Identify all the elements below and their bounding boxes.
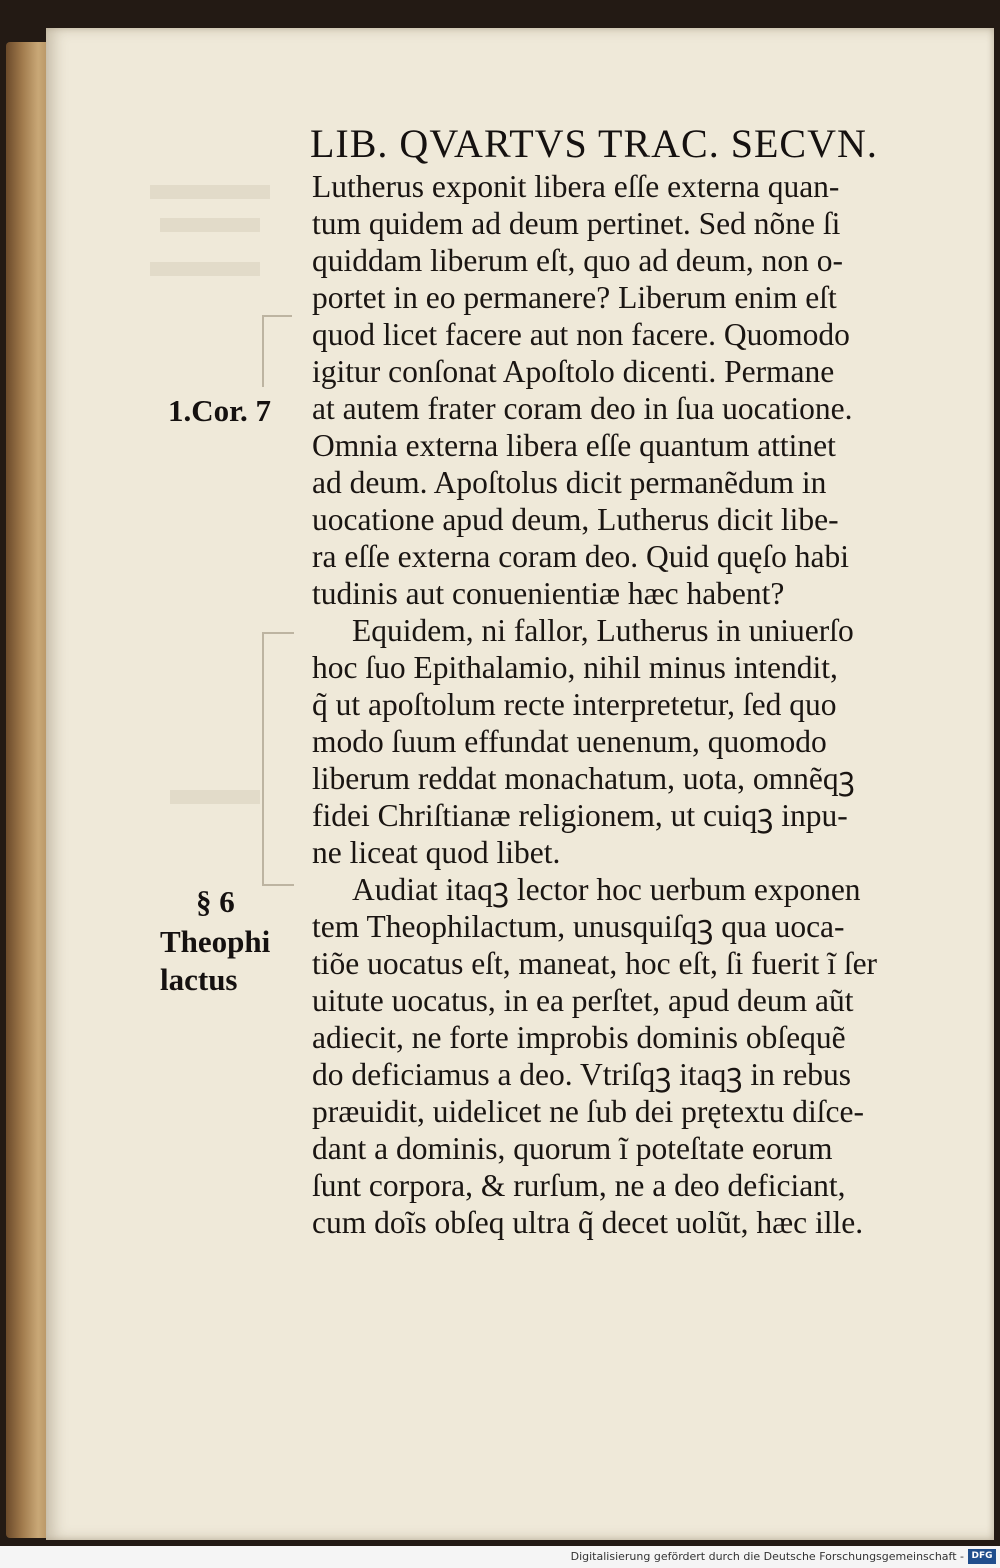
margin-note-section: § 6 [196,884,235,919]
text-line: ad deum. Apoſtolus dicit permanẽdum in [312,465,827,500]
text-line: q̃ ut apoſtolum recte interpretetur, ſed quo [312,687,837,722]
text-line: modo ſuum effundat uenenum, quomodo [312,724,827,759]
margin-note-name-line2: lactus [160,962,238,997]
body-text [312,168,952,1241]
text-line: igitur conſonat Apoſtolo dicenti. Permane [312,354,835,389]
dfg-logo: DFG [968,1549,996,1564]
text-line: adiecit, ne forte improbis dominis obſequẽ [312,1020,846,1055]
margin-bracket [262,315,292,387]
text-line: præuidit, uidelicet ne ſub dei prętextu diſce- [312,1094,864,1129]
text-line: uitute uocatus, in ea perſtet, apud deum aũt [312,983,854,1018]
text-line: tiõe uocatus eſt, maneat, hoc eſt, ſi fuerit ĩ ſer [312,946,878,981]
text-line: tudinis aut conuenientiæ hæc habent? [312,576,785,611]
text-line: liberum reddat monachatum, uota, omnẽqꝫ [312,761,855,796]
text-line: tum quidem ad deum pertinet. Sed nõne ſi [312,206,841,241]
text-line: cum doĩs obſeq ultra q̃ decet uolũt, hæc ille. [312,1205,864,1240]
text-line: ra eſſe externa coram deo. Quid quęſo habi [312,539,850,574]
text-line: Equidem, ni fallor, Lutherus in uniuerſo [352,613,854,648]
footer-credit: Digitalisierung gefördert durch die Deutsche Forschungsgemeinschaft - [570,1550,964,1563]
text-line: ne liceat quod libet. [312,835,561,870]
text-line: dant a dominis, quorum ĩ poteſtate eorum [312,1131,833,1166]
text-line: do deficiamus a deo. Vtriſqꝫ itaqꝫ in rebus [312,1057,851,1092]
text-line: hoc ſuo Epithalamio, nihil minus intendit, [312,650,838,685]
text-line: Omnia externa libera eſſe quantum attinet [312,428,836,463]
text-line: at autem frater coram deo in ſua uocatione. [312,391,853,426]
text-line: uocatione apud deum, Lutherus dicit libe- [312,502,839,537]
text-line: Lutherus exponit libera eſſe externa quan- [312,169,840,204]
text-line: portet in eo permanere? Liberum enim eſt [312,280,837,315]
margin-note-cor-ref: 1.Cor. 7 [168,393,272,428]
text-line: fidei Chriſtianæ religionem, ut cuiqꝫ inpu- [312,798,848,833]
margin-bracket [262,632,294,886]
text-line: quiddam liberum eſt, quo ad deum, non o- [312,243,844,278]
text-line: ſunt corpora, & rurſum, ne a deo deficiant, [312,1168,846,1203]
text-line: quod licet facere aut non facere. Quomodo [312,317,850,352]
margin-note-name-line1: Theophi [160,924,271,959]
text-line: Audiat itaqꝫ lector hoc uerbum exponen [352,872,861,907]
footer-bar [0,1546,1000,1568]
text-line: tem Theophilactum, unusquiſqꝫ qua uoca- [312,909,845,944]
running-head: LIB. QVARTVS TRAC. SECVN. [310,121,878,166]
